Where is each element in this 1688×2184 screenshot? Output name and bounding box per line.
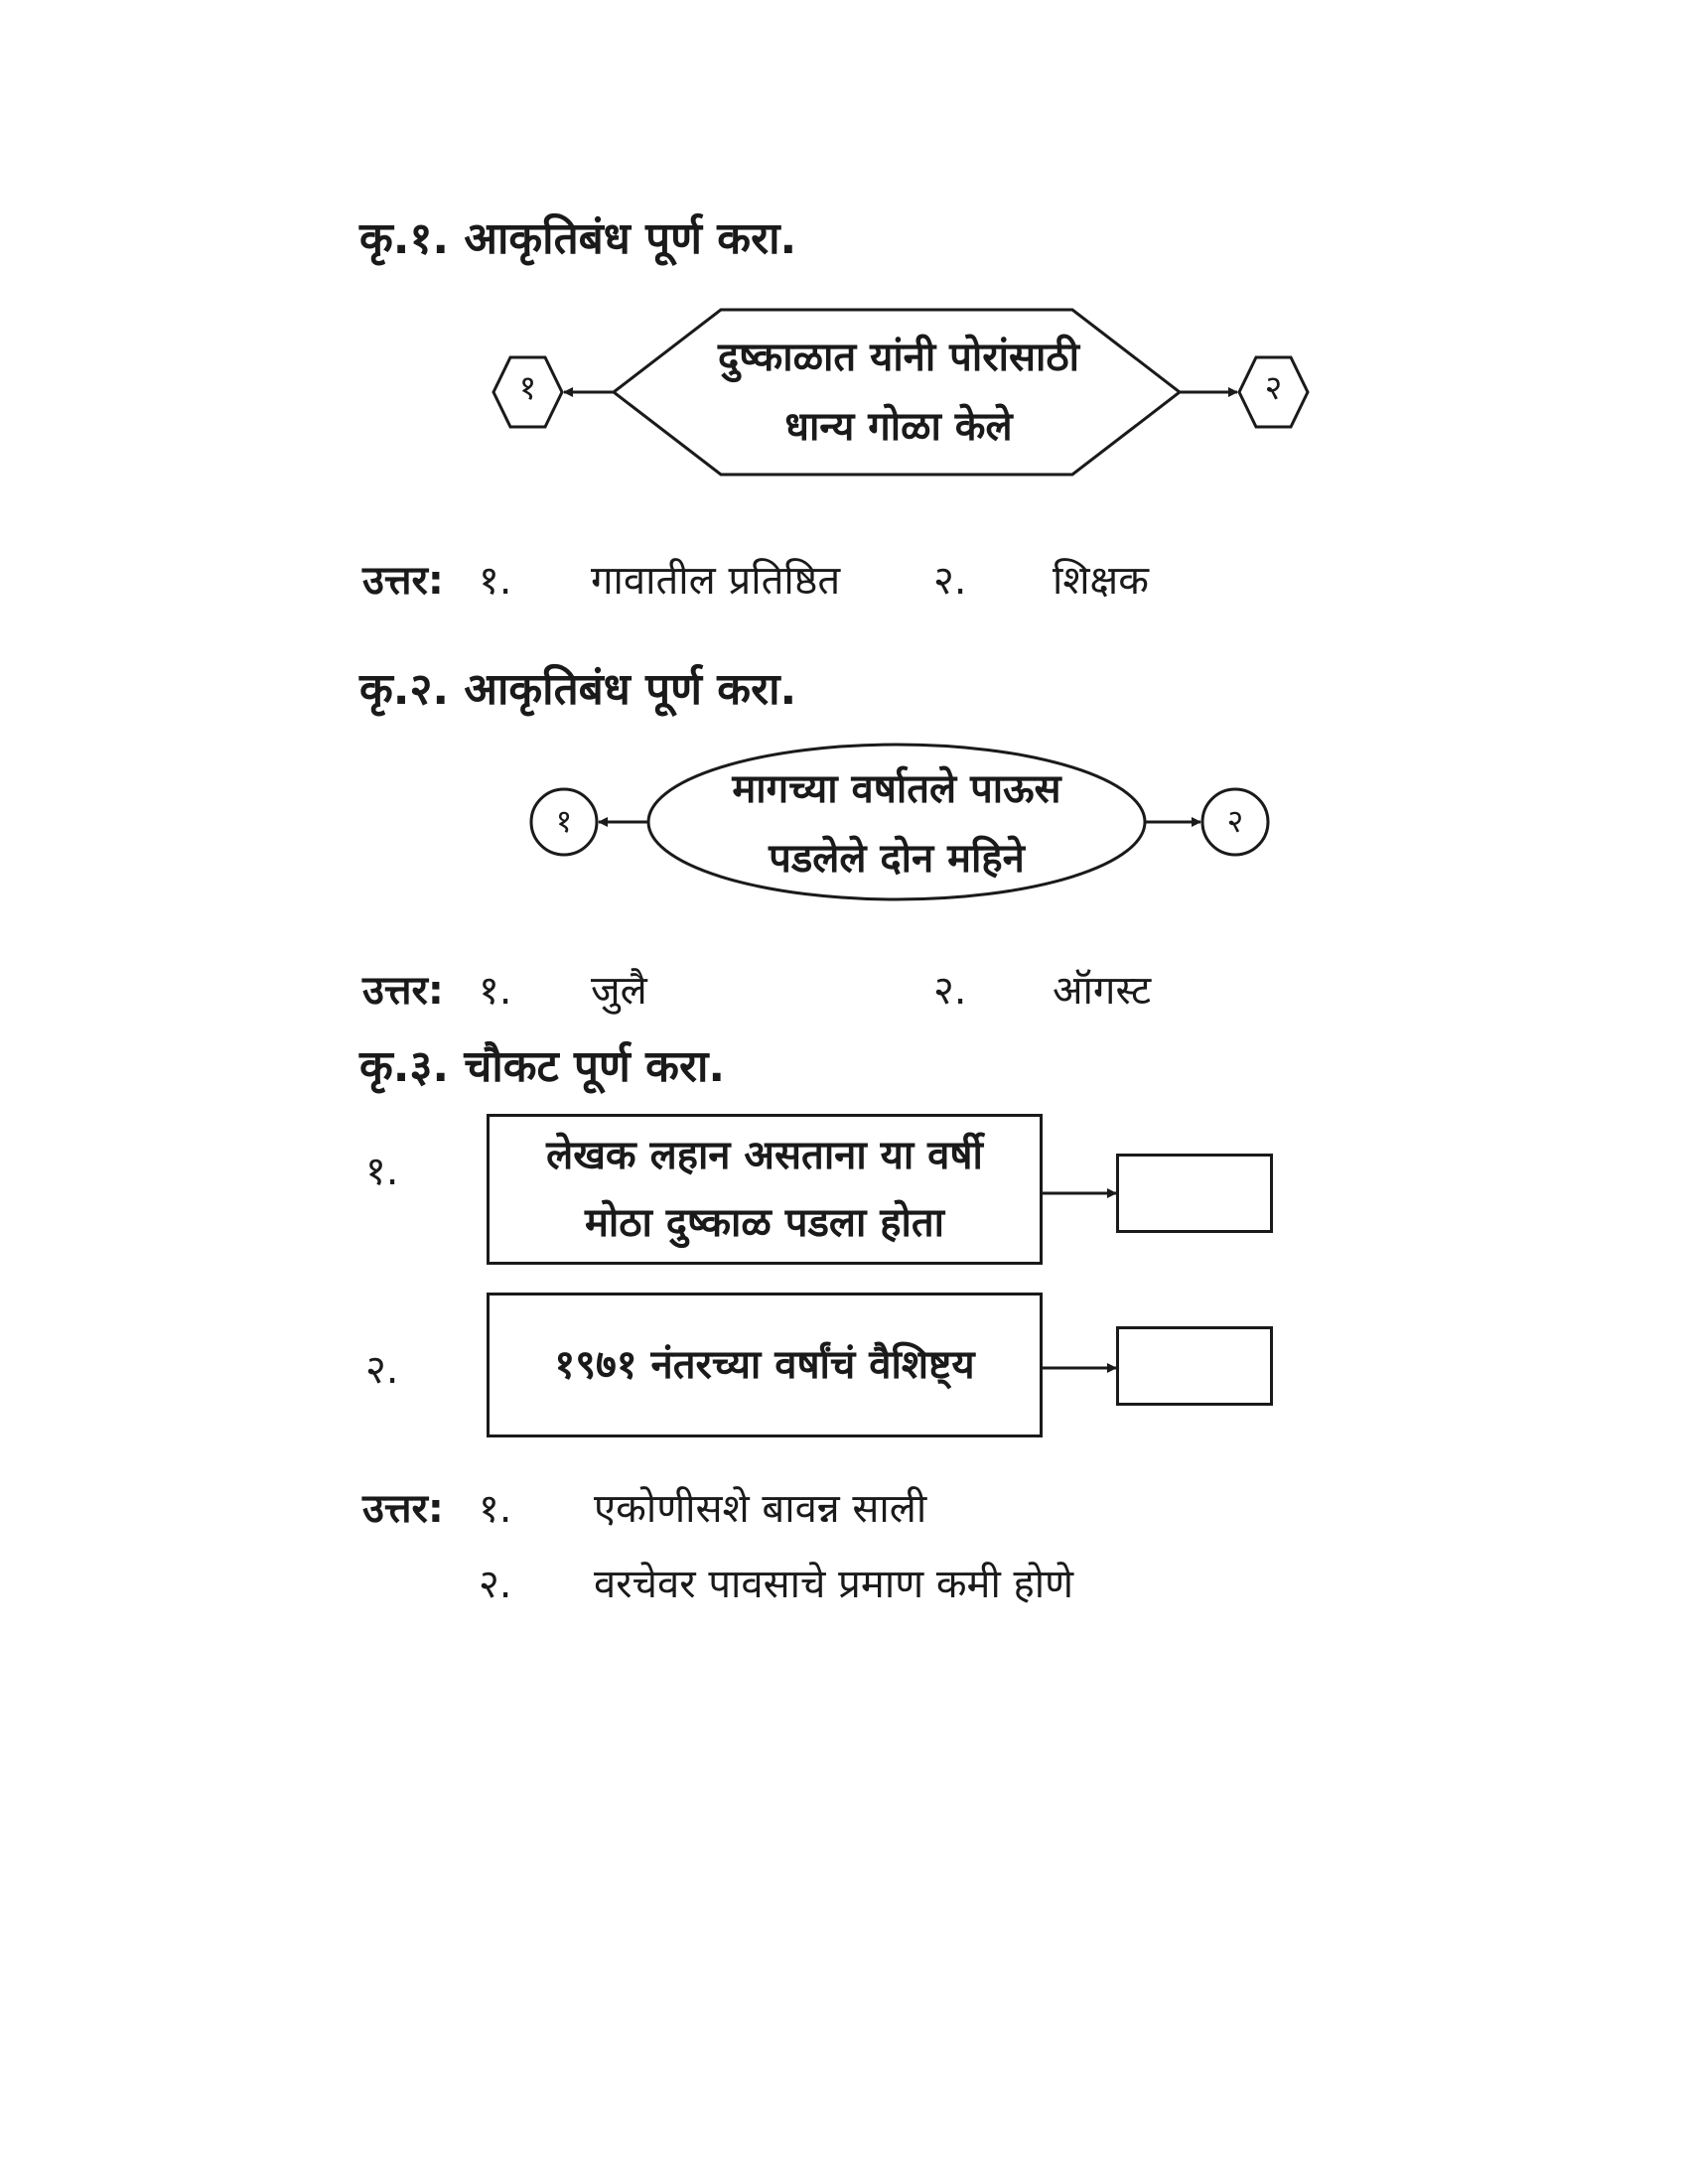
- q2-answer-1-num: १.: [479, 968, 512, 1014]
- q3-row2-line1: १९७१ नंतरच्या वर्षांचं वैशिष्ट्य: [554, 1342, 975, 1388]
- q1-title: कृ.१. आकृतिबंध पूर्ण करा.: [359, 213, 797, 264]
- q2-title: कृ.२. आकृतिबंध पूर्ण करा.: [359, 664, 797, 715]
- q3-row1-line2: मोठा दुष्काळ पडला होता: [584, 1200, 945, 1246]
- q2-answer-label: उत्तर:: [362, 968, 444, 1014]
- q3-answer-2-text: वरचेवर पावसाचे प्रमाण कमी होणे: [594, 1562, 1074, 1607]
- q2-answer-2-text: ऑगस्ट: [1053, 968, 1152, 1014]
- q1-left-node-label: १: [518, 368, 537, 408]
- q2-left-node-label: १: [555, 802, 573, 840]
- q3-answer-1-text: एकोणीसशे बावन्न साली: [594, 1486, 927, 1532]
- q3-row1-answer-box[interactable]: [1116, 1154, 1273, 1233]
- q2-right-node-label: २: [1226, 802, 1244, 840]
- q1-answer-1-num: १.: [479, 558, 512, 604]
- q3-row2-box: [487, 1293, 1043, 1437]
- q1-center-line1: दुष्काळात यांनी पोरांसाठी: [718, 335, 1079, 380]
- q2-center-text: [685, 754, 1108, 893]
- q3-row2-answer-box[interactable]: [1116, 1326, 1273, 1406]
- q2-answer-1-text: जुलै: [591, 968, 647, 1014]
- q1-answer-1-text: गावातील प्रतिष्ठित: [591, 558, 841, 604]
- q3-row1-line1: लेखक लहान असताना या वर्षी: [546, 1133, 983, 1178]
- q1-right-node-label: २: [1264, 368, 1283, 408]
- q3-answer-2-num: २.: [479, 1562, 512, 1607]
- q1-center-line2: धान्य गोळा केले: [784, 404, 1013, 450]
- q3-row1-num: १.: [365, 1149, 399, 1194]
- q3-title: कृ.३. चौकट पूर्ण करा.: [359, 1041, 726, 1092]
- q1-answer-label: उत्तर:: [362, 558, 444, 604]
- q3-row1-box: [487, 1114, 1043, 1265]
- q1-answer-2-num: २.: [933, 558, 967, 604]
- q2-center-line2: पडलेले दोन महिने: [769, 836, 1025, 882]
- q3-answer-1-num: १.: [479, 1486, 512, 1532]
- q2-answer-2-num: २.: [933, 968, 967, 1014]
- q3-row2-num: २.: [365, 1347, 399, 1393]
- q3-answer-label: उत्तर:: [362, 1486, 444, 1532]
- q2-center-line1: मागच्या वर्षातले पाऊस: [732, 766, 1061, 812]
- q1-answer-2-text: शिक्षक: [1053, 558, 1149, 604]
- q1-center-text: [685, 323, 1112, 462]
